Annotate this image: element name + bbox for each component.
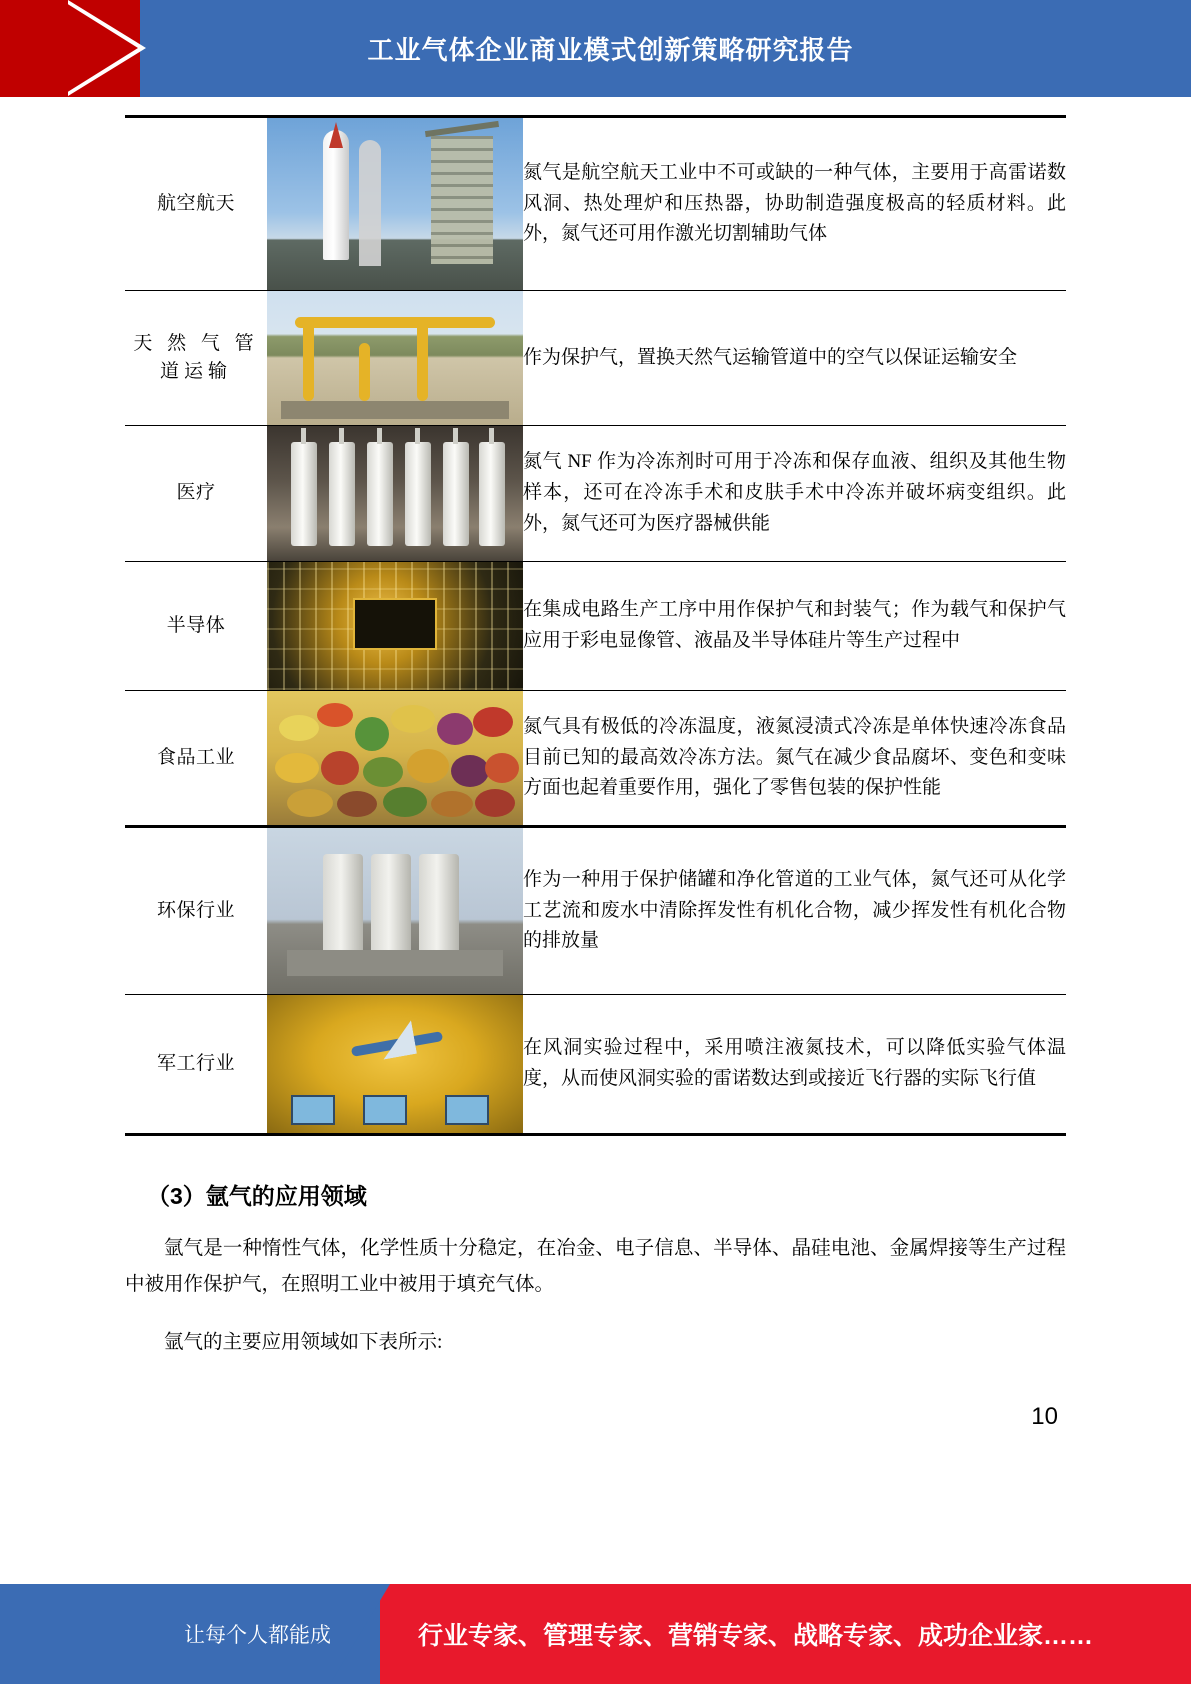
row-image-cell (267, 426, 523, 562)
wind-tunnel-aircraft-photo (267, 995, 523, 1133)
row-description-cell: 在风洞实验过程中，采用喷注液氮技术，可以降低实验气体温度，从而使风洞实验的雷诺数达到或接近飞行器的实际飞行值 (523, 995, 1066, 1135)
table-row (125, 691, 1066, 827)
table-row (125, 291, 1066, 426)
table-row (125, 995, 1066, 1135)
row-label-cell: 环保行业 (125, 827, 267, 995)
syringe-shape (443, 442, 469, 546)
food-items-shape (267, 691, 523, 825)
syringe-shape (479, 442, 505, 546)
chimney-shape (371, 854, 411, 954)
tunnel-panel-shape (291, 1095, 335, 1125)
footer-left-block (0, 1584, 380, 1684)
syringe-shape (291, 442, 317, 546)
tunnel-panel-shape (445, 1095, 489, 1125)
footer-wedge-shape (330, 1584, 390, 1684)
semiconductor-circuit-photo (267, 562, 523, 690)
table-row (125, 827, 1066, 995)
page-body (0, 115, 1191, 1431)
row-label-cell: 医疗 (125, 426, 267, 562)
row-label-cell: 军工行业 (125, 995, 267, 1135)
row-label-cell: 半导体 (125, 562, 267, 691)
row-image-cell (267, 562, 523, 691)
nitrogen-applications-table (125, 115, 1066, 1136)
footer-left-text: 让每个人都能成为 (184, 1624, 352, 1647)
footer-right-text: 行业专家、管理专家、营销专家、战略专家、成功企业家…… (418, 1622, 1094, 1650)
aircraft-model-shape (351, 1031, 443, 1057)
pipe-vertical-shape (359, 343, 370, 401)
table-row (125, 426, 1066, 562)
row-image-cell (267, 291, 523, 426)
crane-shape (425, 121, 499, 137)
syringe-shape (329, 442, 355, 546)
footer-right-block (380, 1584, 1191, 1684)
section-paragraph-2: 氩气的主要应用领域如下表所示: (164, 1332, 443, 1354)
chip-die-shape (353, 598, 437, 650)
page-number: 10 (1031, 1403, 1058, 1431)
syringe-shape (405, 442, 431, 546)
document-title: 工业气体企业商业模式创新策略研究报告 (367, 35, 854, 65)
rocket-launch-photo (267, 118, 523, 290)
row-description-cell: 在集成电路生产工序中用作保护气和封装气；作为载气和保护气应用于彩电显像管、液晶及半导体硅片等生产过程中 (523, 562, 1066, 691)
row-description-cell: 作为一种用于保护储罐和净化管道的工业气体，氮气还可从化学工艺流和废水中清除挥发性有机化合物，减少挥发性有机化合物的排放量 (523, 827, 1066, 995)
row-description-cell: 作为保护气，置换天然气运输管道中的空气以保证运输安全 (523, 291, 1066, 426)
plant-base-shape (287, 950, 503, 976)
environmental-plant-photo (267, 828, 523, 994)
chimney-shape (323, 854, 363, 954)
row-description-cell: 氮气具有极低的冷冻温度，液氮浸渍式冷冻是单体快速冷冻食品目前已知的最高效冷冻方法。氮气在减少食品腐坏、变色和变味方面也起着重要作用，强化了零售包装的保护性能 (523, 691, 1066, 827)
table-row (125, 562, 1066, 691)
pipe-vertical-shape (303, 317, 314, 401)
syringe-shape (367, 442, 393, 546)
pipe-vertical-shape (417, 317, 428, 401)
row-image-cell (267, 117, 523, 291)
page-footer (0, 1584, 1191, 1684)
row-description-cell: 氮气 NF 作为冷冻剂时可用于冷冻和保存血液、组织及其他生物样本，还可在冷冻手术和皮肤手术中冷冻并破坏病变组织。此外，氮气还可为医疗器械供能 (523, 426, 1066, 562)
row-image-cell (267, 827, 523, 995)
section-heading: （3）氩气的应用领域 (147, 1183, 367, 1209)
row-label-cell: 航空航天 (125, 117, 267, 291)
row-image-cell (267, 691, 523, 827)
medical-syringes-photo (267, 426, 523, 561)
row-label-cell: 天 然 气 管道运输 (125, 291, 267, 426)
chimney-shape (419, 854, 459, 954)
row-image-cell (267, 995, 523, 1135)
launch-tower-shape (431, 136, 493, 264)
page-header (0, 0, 1191, 97)
tunnel-panel-shape (363, 1095, 407, 1125)
gas-pipeline-photo (267, 291, 523, 425)
section-paragraph-1: 氩气是一种惰性气体，化学性质十分稳定，在冶金、电子信息、半导体、晶硅电池、金属焊接等生产过程中被用作保护气，在照明工业中被用于填充气体。 (125, 1238, 1066, 1296)
header-arrow-icon (66, 3, 138, 93)
table-row (125, 117, 1066, 291)
pipeline-base-shape (281, 401, 509, 419)
pipe-horizontal-shape (295, 317, 495, 328)
row-description-cell: 氮气是航空航天工业中不可或缺的一种气体，主要用于高雷诺数风洞、热处理炉和压热器，协助制造强度极高的轻质材料。此外，氮气还可用作激光切割辅助气体 (523, 117, 1066, 291)
fruits-food-photo (267, 691, 523, 825)
row-label-cell: 食品工业 (125, 691, 267, 827)
